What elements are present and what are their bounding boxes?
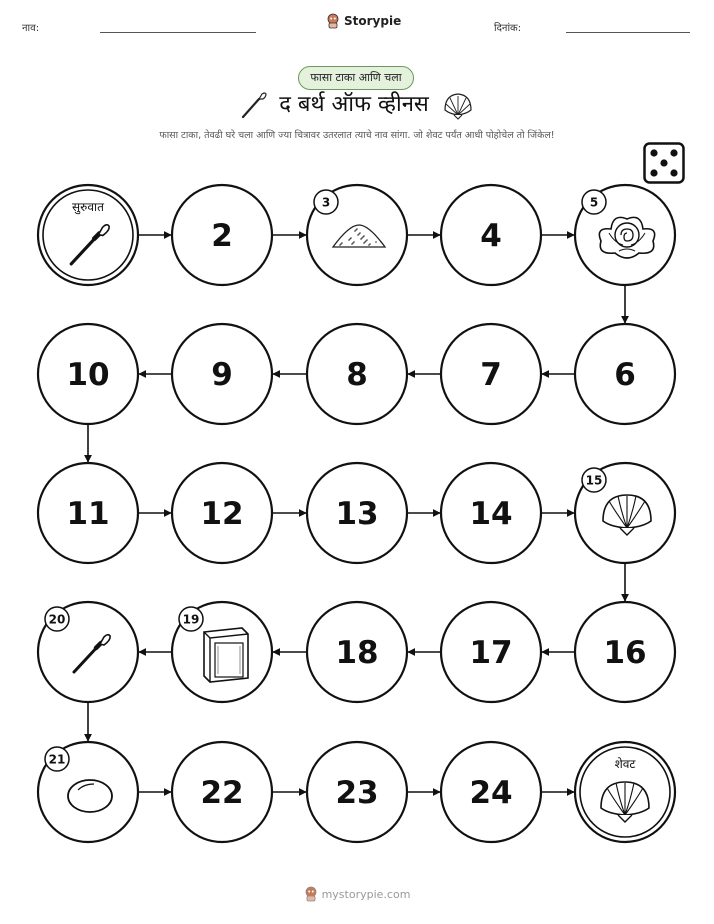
space-number: 19 xyxy=(182,612,200,627)
space-number: 13 xyxy=(335,496,379,532)
board-space-16[interactable] xyxy=(575,602,675,702)
brand-name: Storypie xyxy=(344,14,402,28)
board-space-13[interactable] xyxy=(307,463,407,563)
storypie-mascot-icon xyxy=(304,886,318,902)
space-number: 11 xyxy=(66,496,110,532)
name-label: नाव: xyxy=(22,23,40,34)
date-label: दिनांक: xyxy=(494,23,522,34)
page-title-text: द बर्थ ऑफ व्हीनस xyxy=(279,92,429,117)
space-number: 24 xyxy=(469,775,513,811)
instructions-text: फासा टाका, तेवढी घरे चला आणि ज्या चित्रावर उतरलात त्याचे नाव सांगा. जो शेवट पर्यंत आधी पोहोचेल तो जिंकेल! xyxy=(159,130,555,141)
board-space-22[interactable] xyxy=(172,742,272,842)
board-space-17[interactable] xyxy=(441,602,541,702)
space-number: 2 xyxy=(211,218,233,254)
space-number: 23 xyxy=(335,775,379,811)
finish-space[interactable] xyxy=(575,742,675,842)
board-space-2[interactable] xyxy=(172,185,272,285)
space-number: 21 xyxy=(48,752,66,767)
board-space-18[interactable] xyxy=(307,602,407,702)
footer-url[interactable]: mystorypie.com xyxy=(321,887,411,901)
space-number: 5 xyxy=(589,195,599,210)
board-space-12[interactable] xyxy=(172,463,272,563)
board-space-5[interactable] xyxy=(575,185,675,285)
board-space-7[interactable] xyxy=(441,324,541,424)
space-number: 10 xyxy=(66,357,110,393)
board-space-9[interactable] xyxy=(172,324,272,424)
space-number: 9 xyxy=(211,357,233,393)
space-number: 3 xyxy=(321,195,331,210)
board-space-24[interactable] xyxy=(441,742,541,842)
board-space-23[interactable] xyxy=(307,742,407,842)
space-number: 18 xyxy=(335,635,379,671)
board-space-20[interactable] xyxy=(38,602,138,702)
start-space[interactable] xyxy=(38,185,138,285)
board-space-4[interactable] xyxy=(441,185,541,285)
footer xyxy=(0,886,714,902)
board-space-3[interactable] xyxy=(307,185,407,285)
space-number: 17 xyxy=(469,635,513,671)
pearl-icon xyxy=(68,780,112,812)
space-number: 20 xyxy=(48,612,66,627)
board-space-11[interactable] xyxy=(38,463,138,563)
board-space-10[interactable] xyxy=(38,324,138,424)
space-number: 15 xyxy=(585,473,603,488)
start-label: सुरुवात xyxy=(72,200,104,214)
canvas-frame-icon xyxy=(204,628,248,682)
board-space-15[interactable] xyxy=(575,463,675,563)
space-number: 7 xyxy=(480,357,502,393)
end-label: शेवट xyxy=(614,757,636,771)
board-space-8[interactable] xyxy=(307,324,407,424)
space-number: 6 xyxy=(614,357,636,393)
board-space-19[interactable] xyxy=(172,602,272,702)
space-number: 8 xyxy=(346,357,368,393)
space-number: 22 xyxy=(200,775,244,811)
space-number: 16 xyxy=(603,635,647,671)
board-space-21[interactable] xyxy=(38,742,138,842)
game-type-badge: फासा टाका आणि चला xyxy=(298,66,414,90)
board-space-14[interactable] xyxy=(441,463,541,563)
space-number: 12 xyxy=(200,496,244,532)
board-space-6[interactable] xyxy=(575,324,675,424)
space-number: 4 xyxy=(480,218,502,254)
space-number: 14 xyxy=(469,496,513,532)
